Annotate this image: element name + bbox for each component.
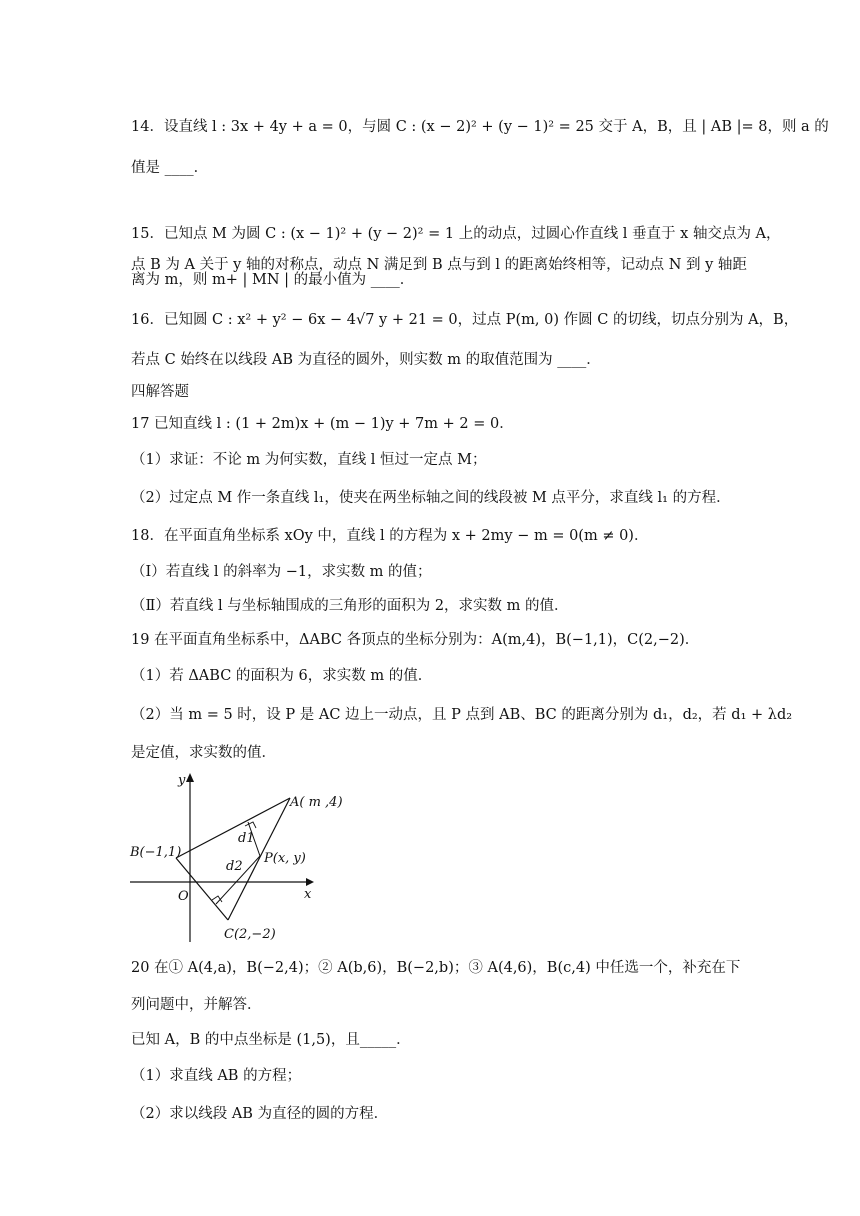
problem-15-line-1: 15．已知点 M 为圆 C : (x − 1)² + (y − 2)² = 1 上的动点，过圆心作直线 l 垂直于 x 轴交点为 A，: [131, 226, 781, 242]
problem-14-line-1: 14．设直线 l : 3x + 4y + a = 0，与圆 C : (x − 2)² + (y − 1)² = 25 交于 A，B，且 | AB |= 8，则 a 的: [131, 119, 829, 135]
problem-19-part-2-line-2: 是定值，求实数的值．: [131, 745, 276, 761]
label-c: C(2,−2): [224, 927, 276, 942]
problem-16-line-2: 若点 C 始终在以线段 AB 为直径的圆外，则实数 m 的取值范围为 ____．: [131, 352, 601, 368]
y-axis-arrow: [186, 773, 194, 782]
problem-20-line-2: 列问题中，并解答．: [131, 997, 262, 1013]
label-b: B(−1,1): [130, 845, 182, 860]
problem-17-part-2: （2）过定点 M 作一条直线 l₁，使夹在两坐标轴之间的线段被 M 点平分，求直线 l₁ 的方程．: [131, 490, 731, 506]
problem-15-line-3: 离为 m，则 m+ | MN | 的最小值为 ____．: [131, 272, 415, 288]
problem-19-part-1: （1）若 ΔABC 的面积为 6，求实数 m 的值．: [131, 668, 433, 684]
problem-20-line-1: 20 在① A(4,a)，B(−2,4)；② A(b,6)，B(−2,b)；③ A(4,6)，B(c,4) 中任选一个，补充在下: [131, 960, 741, 976]
right-angle-d1: [245, 822, 256, 828]
label-p: P(x, y): [264, 851, 306, 866]
section-heading: 四解答题: [131, 384, 189, 400]
label-x: x: [304, 887, 312, 902]
problem-16-line-1: 16．已知圆 C : x² + y² − 6x − 4√7 y + 21 = 0，过点 P(m, 0) 作圆 C 的切线，切点分别为 A，B，: [131, 312, 799, 328]
problem-14-line-2: 值是 ____．: [131, 160, 209, 176]
problem-17-part-1: （1）求证：不论 m 为何实数，直线 l 恒过一定点 M；: [131, 452, 487, 468]
problem-20-given: 已知 A，B 的中点坐标是 (1,5)，且_____．: [131, 1032, 411, 1048]
problem-19-part-2-line-1: （2）当 m = 5 时，设 P 是 AC 边上一动点，且 P 点到 AB、BC 的距离分别为 d₁，d₂，若 d₁ + λd₂: [131, 707, 793, 723]
right-angle-d2: [212, 896, 222, 902]
label-y: y: [178, 773, 186, 788]
problem-20-part-1: （1）求直线 AB 的方程；: [131, 1068, 302, 1084]
label-d1: d1: [238, 831, 255, 846]
problem-19-stem: 19 在平面直角坐标系中，ΔABC 各顶点的坐标分别为：A(m,4)，B(−1,1)，C(2,−2)．: [131, 632, 700, 648]
problem-15-line-2: 点 B 为 A 关于 y 轴的对称点，动点 N 满足到 B 点与到 l 的距离始终相等，记动点 N 到 y 轴距: [131, 257, 747, 273]
problem-18-part-1: （Ⅰ）若直线 l 的斜率为 −1，求实数 m 的值；: [131, 564, 432, 580]
triangle-figure: [128, 770, 348, 945]
label-o: O: [178, 889, 189, 904]
segment-ab: [176, 798, 290, 858]
problem-17-stem: 17 已知直线 l : (1 + 2m)x + (m − 1)y + 7m + 2 = 0．: [131, 416, 514, 432]
problem-20-part-2: （2）求以线段 AB 为直径的圆的方程．: [131, 1106, 389, 1122]
label-a: A( m ,4): [290, 795, 343, 810]
problem-18-part-2: （Ⅱ）若直线 l 与坐标轴围成的三角形的面积为 2，求实数 m 的值．: [131, 598, 569, 614]
problem-18-stem: 18．在平面直角坐标系 xOy 中，直线 l 的方程为 x + 2my − m = 0(m ≠ 0)．: [131, 528, 649, 544]
label-d2: d2: [226, 859, 243, 874]
x-axis-arrow: [306, 878, 314, 886]
